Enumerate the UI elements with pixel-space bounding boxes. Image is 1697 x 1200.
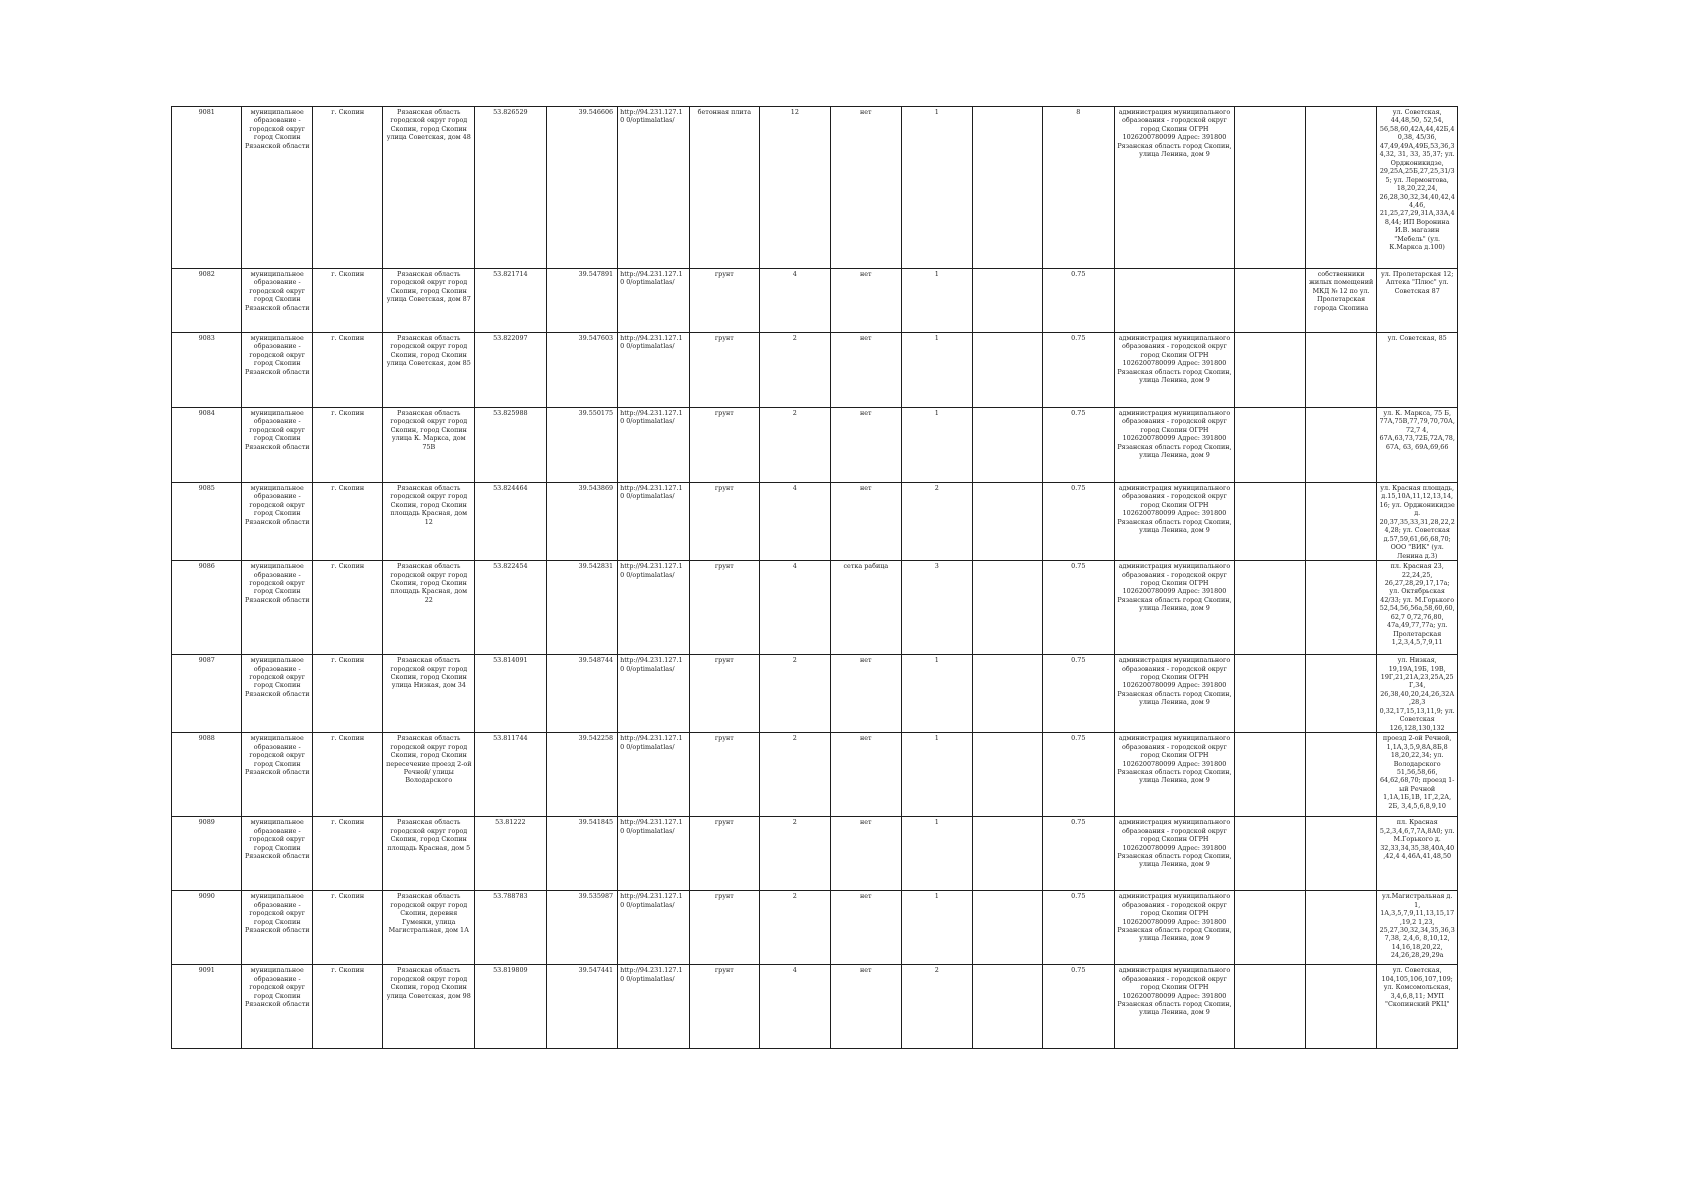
table-row [172, 483, 1458, 561]
address-cell: Рязанская область городской округ город Скопин, город Скопин площадь Красная, дом 5 [383, 817, 475, 891]
address-cell: Рязанская область городской округ город Скопин, город Скопин улица Советская, дом 98 [383, 965, 475, 1049]
container-volume-cell: 0.75 [1043, 733, 1115, 817]
longitude-cell: 39.542831 [546, 561, 618, 655]
longitude-cell: 39.542258 [546, 733, 618, 817]
fence-cell: нет [830, 965, 902, 1049]
source-owner-cell [1305, 733, 1377, 817]
container-count-cell: 1 [902, 655, 972, 733]
longitude-cell: 39.546606 [546, 107, 618, 269]
latitude-cell: 53.811744 [475, 733, 547, 817]
waste-sources-cell: ул. Низкая, 19,19А,19Б, 19В, 19Г,21,21А,23,25А,25Г,34, 26,38,40,20,24,26,32А,28,3 0,32,17,15,13,11,9; ул. Советская 126,128,130,132 [1377, 655, 1458, 733]
city-cell: г. Скопин [312, 333, 382, 408]
map-link-cell[interactable]: http://94.231.127.10 0/optimalatlas/ [618, 655, 690, 733]
longitude-cell: 39.547891 [546, 269, 618, 333]
container-count-cell: 1 [902, 733, 972, 817]
fence-cell: нет [830, 269, 902, 333]
city-cell: г. Скопин [312, 107, 382, 269]
empty-cell [1235, 483, 1305, 561]
city-cell: г. Скопин [312, 817, 382, 891]
longitude-cell: 39.547603 [546, 333, 618, 408]
table-row [172, 965, 1458, 1049]
waste-sources-cell: пл. Красная 23, 22,24,25, 26,27,28,29,17,17а; ул. Октябрьская 42/33; ул. М.Горького 52,54,56,56а,58,60,60,62,7 0,72,76,80, 47а,49,77,77а; ул. Пролетарская 1,2,3,4,5,7,9,11 [1377, 561, 1458, 655]
city-cell: г. Скопин [312, 561, 382, 655]
owner-cell: муниципальное образование - городской округ город Скопин Рязанской области [242, 655, 312, 733]
owner-cell: муниципальное образование - городской округ город Скопин Рязанской области [242, 733, 312, 817]
map-link-cell[interactable]: http://94.231.127.10 0/optimalatlas/ [618, 817, 690, 891]
site-id-cell: 9085 [172, 483, 242, 561]
operator-cell: администрация муниципального образования - городской округ город Скопин ОГРН 1026200780099 Адрес: 391800 Рязанская область город Скопин, улица Ленина, дом 9 [1114, 733, 1235, 817]
map-link-cell[interactable]: http://94.231.127.10 0/optimalatlas/ [618, 965, 690, 1049]
fence-cell: сетка рабица [830, 561, 902, 655]
site-id-cell: 9089 [172, 817, 242, 891]
empty-cell [972, 333, 1042, 408]
city-cell: г. Скопин [312, 891, 382, 965]
waste-sources-cell: ул. К. Маркса, 75 Б, 77А,75В,77,79,70,70А,72,7 4, 67А,63,73,72Б,72А,78,67А, 63, 69А,69,66 [1377, 408, 1458, 483]
waste-sources-cell: ул.Магистральная д. 1, 1А,3,5,7,9,11,13,15,17,19,2 1,23, 25,27,30,32,34,35,36,37,38, 2,4,6, 8,10,12, 14,16,18,20,22, 24,26,28,29,29а [1377, 891, 1458, 965]
empty-cell [972, 561, 1042, 655]
table-row [172, 733, 1458, 817]
area-cell: 2 [760, 891, 830, 965]
operator-cell: администрация муниципального образования - городской округ город Скопин ОГРН 1026200780099 Адрес: 391800 Рязанская область город Скопин, улица Ленина, дом 9 [1114, 333, 1235, 408]
site-id-cell: 9083 [172, 333, 242, 408]
fence-cell: нет [830, 107, 902, 269]
site-id-cell: 9084 [172, 408, 242, 483]
container-volume-cell: 0.75 [1043, 408, 1115, 483]
address-cell: Рязанская область городской округ город Скопин, город Скопин улица Советская, дом 87 [383, 269, 475, 333]
fence-cell: нет [830, 655, 902, 733]
source-owner-cell [1305, 408, 1377, 483]
source-owner-cell [1305, 483, 1377, 561]
surface-cell: грунт [689, 891, 759, 965]
container-volume-cell: 0.75 [1043, 965, 1115, 1049]
container-count-cell: 1 [902, 817, 972, 891]
surface-cell: бетонная плита [689, 107, 759, 269]
table-row [172, 891, 1458, 965]
owner-cell: муниципальное образование - городской округ город Скопин Рязанской области [242, 107, 312, 269]
map-link-cell[interactable]: http://94.231.127.10 0/optimalatlas/ [618, 408, 690, 483]
empty-cell [1235, 655, 1305, 733]
source-owner-cell: собственники жилых помещений МКД № 12 по ул. Пролетарская города Скопина [1305, 269, 1377, 333]
owner-cell: муниципальное образование - городской округ город Скопин Рязанской области [242, 817, 312, 891]
waste-sites-register-table [171, 106, 1458, 1049]
operator-cell: администрация муниципального образования - городской округ город Скопин ОГРН 1026200780099 Адрес: 391800 Рязанская область город Скопин, улица Ленина, дом 9 [1114, 817, 1235, 891]
owner-cell: муниципальное образование - городской округ город Скопин Рязанской области [242, 333, 312, 408]
container-count-cell: 2 [902, 483, 972, 561]
latitude-cell: 53.822454 [475, 561, 547, 655]
city-cell: г. Скопин [312, 269, 382, 333]
container-volume-cell: 8 [1043, 107, 1115, 269]
city-cell: г. Скопин [312, 408, 382, 483]
latitude-cell: 53.821714 [475, 269, 547, 333]
operator-cell: администрация муниципального образования - городской округ город Скопин ОГРН 1026200780099 Адрес: 391800 Рязанская область город Скопин, улица Ленина, дом 9 [1114, 655, 1235, 733]
empty-cell [972, 107, 1042, 269]
site-id-cell: 9081 [172, 107, 242, 269]
area-cell: 2 [760, 733, 830, 817]
fence-cell: нет [830, 408, 902, 483]
site-id-cell: 9086 [172, 561, 242, 655]
operator-cell: администрация муниципального образования - городской округ город Скопин ОГРН 1026200780099 Адрес: 391800 Рязанская область город Скопин, улица Ленина, дом 9 [1114, 891, 1235, 965]
site-id-cell: 9082 [172, 269, 242, 333]
empty-cell [1235, 107, 1305, 269]
source-owner-cell [1305, 655, 1377, 733]
latitude-cell: 53.819809 [475, 965, 547, 1049]
latitude-cell: 53.822097 [475, 333, 547, 408]
owner-cell: муниципальное образование - городской округ город Скопин Рязанской области [242, 891, 312, 965]
surface-cell: грунт [689, 333, 759, 408]
waste-sources-cell: ул. Красная площадь, д.15,10А,11,12,13,14,16; ул. Орджоникидзе д. 20,37,35,33,31,28,22,24,28; ул. Советская д.57,59,61,66,68,70; ООО "ВИК" (ул. Ленина д.3) [1377, 483, 1458, 561]
site-id-cell: 9088 [172, 733, 242, 817]
city-cell: г. Скопин [312, 655, 382, 733]
latitude-cell: 53.814091 [475, 655, 547, 733]
surface-cell: грунт [689, 408, 759, 483]
empty-cell [972, 655, 1042, 733]
area-cell: 2 [760, 817, 830, 891]
container-volume-cell: 0.75 [1043, 891, 1115, 965]
operator-cell [1114, 269, 1235, 333]
table-row [172, 107, 1458, 269]
site-id-cell: 9087 [172, 655, 242, 733]
container-count-cell: 1 [902, 269, 972, 333]
container-volume-cell: 0.75 [1043, 655, 1115, 733]
longitude-cell: 39.541845 [546, 817, 618, 891]
document-page [171, 106, 1458, 1049]
source-owner-cell [1305, 817, 1377, 891]
surface-cell: грунт [689, 733, 759, 817]
operator-cell: администрация муниципального образования - городской округ город Скопин ОГРН 1026200780099 Адрес: 391800 Рязанская область город Скопин, улица Ленина, дом 9 [1114, 107, 1235, 269]
operator-cell: администрация муниципального образования - городской округ город Скопин ОГРН 1026200780099 Адрес: 391800 Рязанская область город Скопин, улица Ленина, дом 9 [1114, 408, 1235, 483]
fence-cell: нет [830, 891, 902, 965]
empty-cell [1235, 891, 1305, 965]
container-count-cell: 1 [902, 891, 972, 965]
container-count-cell: 1 [902, 333, 972, 408]
map-link-cell[interactable]: http://94.231.127.10 0/optimalatlas/ [618, 483, 690, 561]
source-owner-cell [1305, 107, 1377, 269]
empty-cell [972, 408, 1042, 483]
container-volume-cell: 0.75 [1043, 483, 1115, 561]
waste-sources-cell: проезд 2-ой Речной, 1,1А,3,5,9,8А,8Б,8 18,20,22,34; ул. Володарского 51,56,58,66, 64,62,68,70; проезд 1-ый Речной 1,1А,1Б,1В, 1Г,2,2А, 2Б, 3,4,5,6,8,9,10 [1377, 733, 1458, 817]
source-owner-cell [1305, 965, 1377, 1049]
empty-cell [1235, 269, 1305, 333]
longitude-cell: 39.535987 [546, 891, 618, 965]
source-owner-cell [1305, 891, 1377, 965]
waste-sources-cell: пл. Красная 5,2,3,4,6,7,7А,8А0; ул. М.Горького д. 32,33,34,35,38,40А,40,42,4 4,46А,41,48,50 [1377, 817, 1458, 891]
empty-cell [1235, 965, 1305, 1049]
source-owner-cell [1305, 561, 1377, 655]
map-link-cell[interactable]: http://94.231.127.10 0/optimalatlas/ [618, 733, 690, 817]
fence-cell: нет [830, 483, 902, 561]
surface-cell: грунт [689, 561, 759, 655]
container-count-cell: 2 [902, 965, 972, 1049]
address-cell: Рязанская область городской округ город Скопин, город Скопин улица К. Маркса, дом 75В [383, 408, 475, 483]
empty-cell [1235, 817, 1305, 891]
empty-cell [972, 483, 1042, 561]
site-id-cell: 9091 [172, 965, 242, 1049]
owner-cell: муниципальное образование - городской округ город Скопин Рязанской области [242, 483, 312, 561]
area-cell: 4 [760, 965, 830, 1049]
area-cell: 2 [760, 408, 830, 483]
container-count-cell: 1 [902, 107, 972, 269]
area-cell: 4 [760, 269, 830, 333]
empty-cell [1235, 408, 1305, 483]
latitude-cell: 53.788783 [475, 891, 547, 965]
map-link-cell[interactable]: http://94.231.127.10 0/optimalatlas/ [618, 107, 690, 269]
latitude-cell: 53.824464 [475, 483, 547, 561]
address-cell: Рязанская область городской округ город Скопин, город Скопин улица Советская, дом 85 [383, 333, 475, 408]
surface-cell: грунт [689, 269, 759, 333]
fence-cell: нет [830, 333, 902, 408]
address-cell: Рязанская область городской округ город Скопин, деревня Гуменки, улица Магистральная, дом 1А [383, 891, 475, 965]
container-volume-cell: 0.75 [1043, 817, 1115, 891]
map-link-cell[interactable]: http://94.231.127.10 0/optimalatlas/ [618, 269, 690, 333]
address-cell: Рязанская область городской округ город Скопин, город Скопин площадь Красная, дом 22 [383, 561, 475, 655]
table-row [172, 561, 1458, 655]
empty-cell [972, 269, 1042, 333]
area-cell: 12 [760, 107, 830, 269]
longitude-cell: 39.548744 [546, 655, 618, 733]
surface-cell: грунт [689, 817, 759, 891]
container-count-cell: 3 [902, 561, 972, 655]
table-row [172, 817, 1458, 891]
waste-sources-cell: ул. Советская, 44,48,50, 52,54, 56,58,60,42А,44,42Б,40,38, 45/36, 47,49,49А,49Б,53,36,34,32, 31, 33, 35,37; ул. Орджоникидзе, 29,25А,25Б,27,25,31/35; ул. Лермонтова, 18,20,22,24, 26,28,30,32,34,40,42,44,46, 21,25,27,29,31А,33А,48,44; ИП Воронина И.В. магазин "Мебель" (ул. К.Маркса д.100) [1377, 107, 1458, 269]
empty-cell [972, 817, 1042, 891]
site-id-cell: 9090 [172, 891, 242, 965]
address-cell: Рязанская область городской округ город Скопин, город Скопин улица Советская, дом 48 [383, 107, 475, 269]
owner-cell: муниципальное образование - городской округ город Скопин Рязанской области [242, 561, 312, 655]
empty-cell [972, 733, 1042, 817]
city-cell: г. Скопин [312, 733, 382, 817]
city-cell: г. Скопин [312, 965, 382, 1049]
longitude-cell: 39.547441 [546, 965, 618, 1049]
owner-cell: муниципальное образование - городской округ город Скопин Рязанской области [242, 269, 312, 333]
address-cell: Рязанская область городской округ город Скопин, город Скопин улица Низкая, дом 34 [383, 655, 475, 733]
map-link-cell[interactable]: http://94.231.127.10 0/optimalatlas/ [618, 891, 690, 965]
waste-sources-cell: ул. Пролетарская 12; Аптека "Плюс" ул. Советская 87 [1377, 269, 1458, 333]
owner-cell: муниципальное образование - городской округ город Скопин Рязанской области [242, 408, 312, 483]
empty-cell [972, 891, 1042, 965]
address-cell: Рязанская область городской округ город Скопин, город Скопин пересечение проезд 2-ой Речной/ улицы Володарского [383, 733, 475, 817]
empty-cell [972, 965, 1042, 1049]
waste-sources-cell: ул. Советская, 104,105,106,107,109; ул. Комсомольская, 3,4,6,8,11; МУП "Скопинский РКЦ" [1377, 965, 1458, 1049]
area-cell: 4 [760, 483, 830, 561]
surface-cell: грунт [689, 483, 759, 561]
empty-cell [1235, 561, 1305, 655]
table-row [172, 655, 1458, 733]
empty-cell [1235, 333, 1305, 408]
container-volume-cell: 0.75 [1043, 269, 1115, 333]
operator-cell: администрация муниципального образования - городской округ город Скопин ОГРН 1026200780099 Адрес: 391800 Рязанская область город Скопин, улица Ленина, дом 9 [1114, 483, 1235, 561]
fence-cell: нет [830, 733, 902, 817]
table-row [172, 408, 1458, 483]
container-volume-cell: 0.75 [1043, 333, 1115, 408]
area-cell: 2 [760, 655, 830, 733]
area-cell: 4 [760, 561, 830, 655]
map-link-cell[interactable]: http://94.231.127.10 0/optimalatlas/ [618, 333, 690, 408]
address-cell: Рязанская область городской округ город Скопин, город Скопин площадь Красная, дом 12 [383, 483, 475, 561]
map-link-cell[interactable]: http://94.231.127.10 0/optimalatlas/ [618, 561, 690, 655]
table-row [172, 269, 1458, 333]
owner-cell: муниципальное образование - городской округ город Скопин Рязанской области [242, 965, 312, 1049]
fence-cell: нет [830, 817, 902, 891]
container-count-cell: 1 [902, 408, 972, 483]
surface-cell: грунт [689, 965, 759, 1049]
operator-cell: администрация муниципального образования - городской округ город Скопин ОГРН 1026200780099 Адрес: 391800 Рязанская область город Скопин, улица Ленина, дом 9 [1114, 965, 1235, 1049]
container-volume-cell: 0.75 [1043, 561, 1115, 655]
city-cell: г. Скопин [312, 483, 382, 561]
empty-cell [1235, 733, 1305, 817]
source-owner-cell [1305, 333, 1377, 408]
operator-cell: администрация муниципального образования - городской округ город Скопин ОГРН 1026200780099 Адрес: 391800 Рязанская область город Скопин, улица Ленина, дом 9 [1114, 561, 1235, 655]
longitude-cell: 39.543869 [546, 483, 618, 561]
latitude-cell: 53.825988 [475, 408, 547, 483]
latitude-cell: 53.81222 [475, 817, 547, 891]
surface-cell: грунт [689, 655, 759, 733]
latitude-cell: 53.826529 [475, 107, 547, 269]
longitude-cell: 39.550175 [546, 408, 618, 483]
waste-sources-cell: ул. Советская, 85 [1377, 333, 1458, 408]
area-cell: 2 [760, 333, 830, 408]
table-row [172, 333, 1458, 408]
